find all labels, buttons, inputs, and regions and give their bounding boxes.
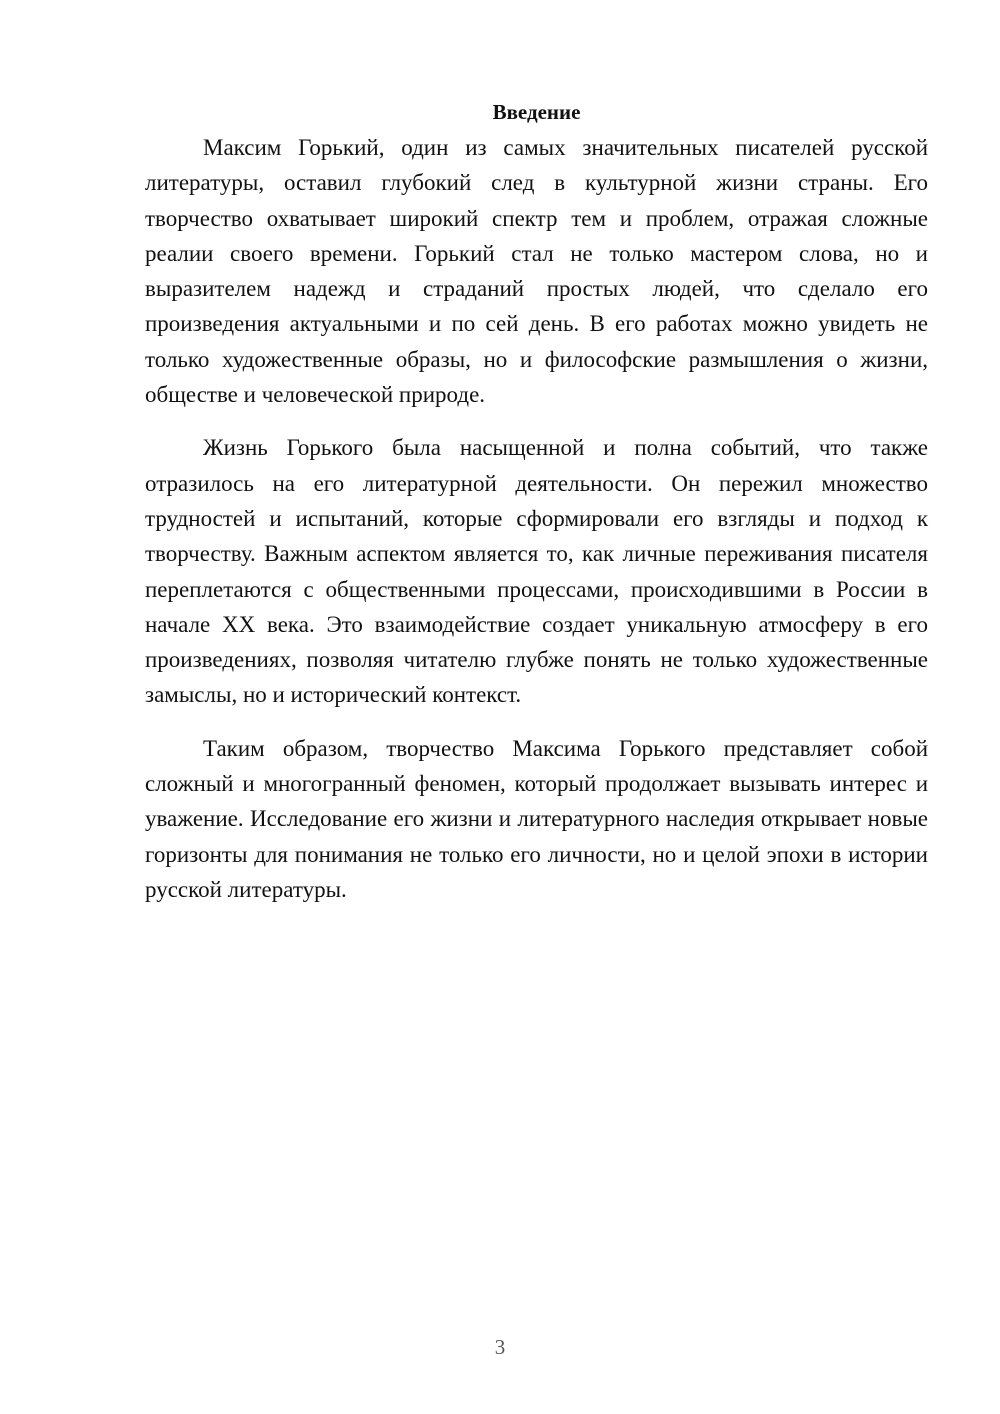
paragraph-3: Таким образом, творчество Максима Горького представляет собой сложный и многогранный феномен, который продолжает вызывать интерес и уважение. Исследование его жизни и литературного наследия открывает новые горизонты для понимания не только его личности, но и целой эпохи в истории русской литературы. bbox=[145, 735, 928, 902]
paragraph-1: Максим Горький, один из самых значительных писателей русской литературы, оставил глубокий след в культурной жизни страны. Его творчество охватывает широкий спектр тем и проблем, отражая сложные реалии своего времени. Горький стал не только мастером слова, но и выразителем надежд и страданий простых людей, что сделало его произведения актуальными и по сей день. В его работах можно увидеть не только художественные образы, но и философские размышления о жизни, обществе и человеческой природе. bbox=[145, 135, 928, 408]
page-content bbox=[145, 96, 928, 925]
paragraph-2: Жизнь Горького была насыщенной и полна событий, что также отразилось на его литературной деятельности. Он пережил множество трудностей и испытаний, которые сформировали его взгляды и подход к творчеству. Важным аспектом является то, как личные переживания писателя переплетаются с общественными процессами, происходившими в России в начале XX века. Это взаимодействие создает уникальную атмосферу в его произведениях, позволяя читателю глубже понять не только художественные замыслы, но и исторический контекст. bbox=[145, 435, 928, 708]
page-number: 3 bbox=[494, 1335, 506, 1359]
section-title: Введение bbox=[492, 100, 581, 124]
